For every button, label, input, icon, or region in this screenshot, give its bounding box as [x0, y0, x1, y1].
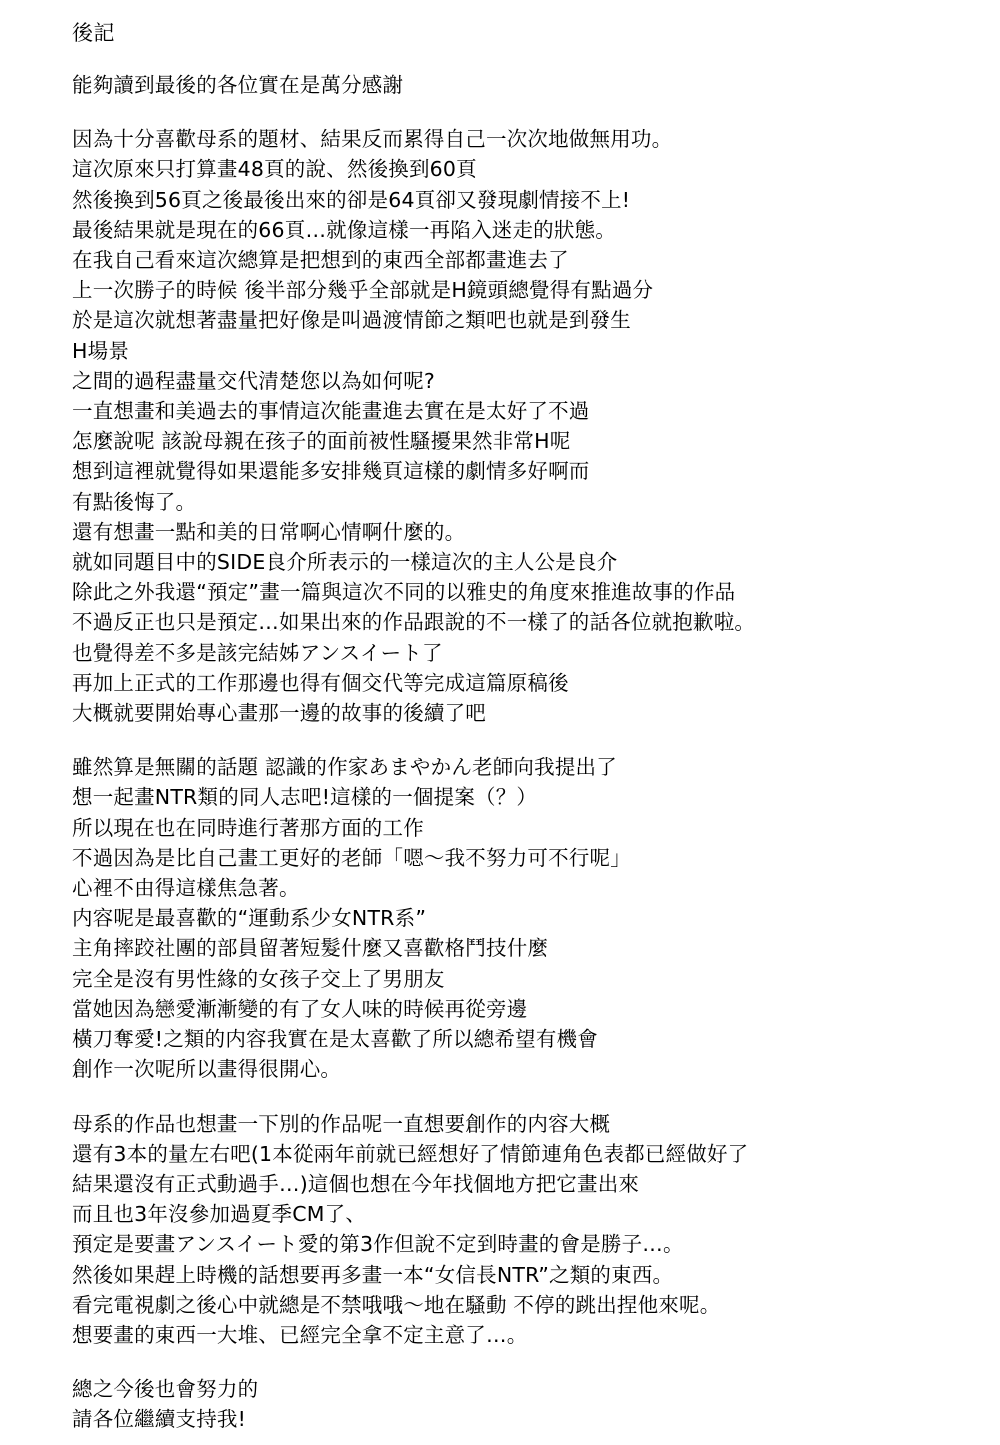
- text-line: 怎麼說呢 該說母親在孩子的面前被性騷擾果然非常H呢: [72, 429, 571, 454]
- text-line: 也覺得差不多是該完結姊アンスイート了: [72, 640, 443, 665]
- text-line: 有點後悔了。: [72, 489, 197, 514]
- text-line: 主角摔跤社團的部員留著短髮什麼又喜歡格鬥技什麼: [72, 936, 549, 961]
- text-line: 然後如果趕上時機的話想要再多畫一本“女信長NTR”之類的東西。: [72, 1262, 674, 1287]
- text-line: 一直想畫和美過去的事情這次能畫進去實在是太好了不過: [72, 399, 590, 424]
- text-line: 最後結果就是現在的66頁…就像這樣一再陷入迷走的狀態。: [72, 217, 616, 242]
- text-line: 預定是要畫アンスイート愛的第3作但說不定到時畫的會是勝子…。: [72, 1232, 684, 1257]
- text-line: 這次原來只打算畫48頁的說、然後換到60頁: [72, 157, 477, 182]
- text-line: 結果還沒有正式動過手…)這個也想在今年找個地方把它畫出來: [72, 1171, 640, 1196]
- text-line: 母系的作品也想畫一下別的作品呢一直想要創作的内容大概: [72, 1111, 611, 1136]
- text-line: 不過反正也只是預定…如果出來的作品跟說的不一樣了的話各位就抱歉啦。: [72, 610, 756, 635]
- text-line: H場景: [72, 338, 130, 363]
- paragraph-4: [72, 1109, 960, 1351]
- text-line: 請各位繼續支持我!: [72, 1407, 247, 1432]
- page-title: 後記: [72, 21, 115, 45]
- text-line: 内容呢是最喜歡的“運動系少女NTR系”: [72, 906, 427, 931]
- text-line: 想要畫的東西一大堆、已經完全拿不定主意了…。: [72, 1322, 528, 1347]
- text-line: 在我自己看來這次總算是把想到的東西全部都畫進去了: [72, 248, 569, 273]
- text-line: 所以現在也在同時進行著那方面的工作: [72, 815, 424, 840]
- text-line: 當她因為戀愛漸漸變的有了女人味的時候再從旁邊: [72, 996, 528, 1021]
- paragraph-1: [72, 70, 960, 100]
- text-line: 創作一次呢所以畫得很開心。: [72, 1057, 342, 1082]
- text-line: 想一起畫NTR類的同人志吧!這樣的一個提案（？）: [72, 785, 538, 810]
- text-line: 而且也3年沒參加過夏季CM了、: [72, 1202, 367, 1227]
- text-line: 上一次勝子的時候 後半部分幾乎全部就是H鏡頭總覺得有點過分: [72, 278, 654, 303]
- text-line: 除此之外我還“預定”畫一篇與這次不同的以雅史的角度來推進故事的作品: [72, 580, 736, 605]
- text-line: 之間的過程盡量交代清楚您以為如何呢?: [72, 368, 435, 393]
- text-line: 想到這裡就覺得如果還能多安排幾頁這樣的劇情多好啊而: [72, 459, 590, 484]
- text-line: 不過因為是比自己畫工更好的老師「嗯～我不努力可不行呢」: [72, 845, 631, 870]
- text-line: 心裡不由得這樣焦急著。: [72, 876, 300, 901]
- text-line: 於是這次就想著盡量把好像是叫過渡情節之類吧也就是到發生: [72, 308, 631, 333]
- text-line: 大概就要開始專心畫那一邊的故事的後續了吧: [72, 701, 486, 726]
- text-line: 雖然算是無關的話題 認識的作家あまやかん老師向我提出了: [72, 755, 617, 780]
- text-line: 還有3本的量左右吧(1本從兩年前就已經想好了情節連角色表都已經做好了: [72, 1141, 749, 1166]
- text-line: 就如同題目中的SIDE良介所表示的一樣這次的主人公是良介: [72, 550, 618, 575]
- text-line: 再加上正式的工作那邊也得有個交代等完成這篇原稿後: [72, 670, 569, 695]
- text-line: 看完電視劇之後心中就總是不禁哦哦～地在騷動 不停的跳出捏他來呢。: [72, 1292, 721, 1317]
- afterword-body: [72, 70, 960, 1435]
- text-line: 橫刀奪愛!之類的内容我實在是太喜歡了所以總希望有機會: [72, 1027, 598, 1052]
- text-line: 然後換到56頁之後最後出來的卻是64頁卻又發現劇情接不上!: [72, 187, 631, 212]
- paragraph-5: [72, 1374, 960, 1434]
- text-line: 完全是沒有男性緣的女孩子交上了男朋友: [72, 966, 445, 991]
- text-line: 還有想畫一點和美的日常啊心情啊什麼的。: [72, 519, 466, 544]
- text-line: 能夠讀到最後的各位實在是萬分感謝: [72, 73, 404, 97]
- paragraph-2: [72, 124, 960, 728]
- paragraph-3: [72, 752, 960, 1084]
- text-line: 總之今後也會努力的: [72, 1377, 259, 1402]
- text-line: 因為十分喜歡母系的題材、結果反而累得自己一次次地做無用功。: [72, 127, 673, 152]
